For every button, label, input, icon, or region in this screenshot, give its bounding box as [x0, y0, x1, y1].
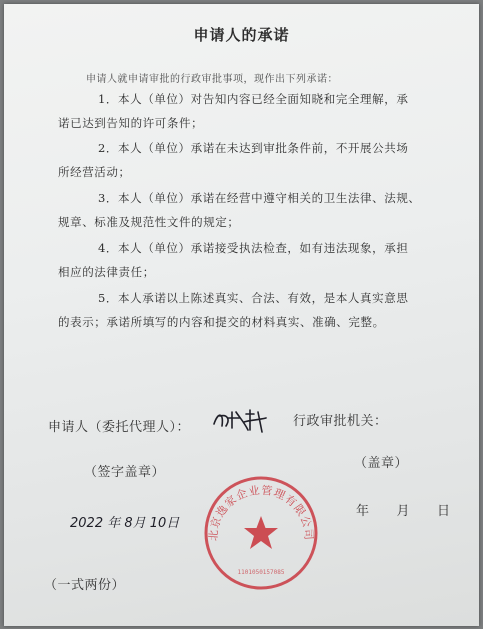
page-title: 申请人的承诺	[193, 26, 290, 44]
commitment-item-5-line2: 的表示；承诺所填写的内容和提交的材料真实、准确、完整。	[58, 315, 385, 329]
copies-note: （一式两份）	[44, 578, 126, 593]
commitment-item-3-line2: 规章、标准及规范性文件的规定；	[58, 215, 240, 229]
document-page	[4, 4, 479, 626]
commitment-item-2-line1: 2．本人（单位）承诺在未达到审批条件前，不开展公共场	[98, 141, 409, 155]
commitment-item-3-line1: 3．本人（单位）承诺在经营中遵守相关的卫生法律、法规、	[98, 191, 421, 205]
handwritten-date: 2022 年 8月 10日	[70, 516, 180, 531]
commitment-item-2-line2: 所经营活动；	[58, 165, 131, 179]
applicant-label: 申请人（委托代理人）：	[48, 420, 191, 435]
seal-company-name: 北京逸家企业管理有限公司	[206, 483, 316, 542]
authority-seal-note: （盖章）	[354, 456, 409, 471]
commitment-item-1-line2: 诺已达到告知的许可条件；	[58, 116, 204, 130]
handwritten-signature	[210, 406, 274, 434]
commitment-item-4-line2: 相应的法律责任；	[58, 265, 155, 279]
seal-code: 1101050157085	[237, 569, 285, 576]
commitment-item-1-line1: 1．本人（单位）对告知内容已经全面知晓和完全理解，承	[98, 92, 409, 106]
applicant-sign-note: （签字盖章）	[84, 465, 166, 480]
authority-label: 行政审批机关：	[293, 414, 388, 429]
seal-star-icon	[244, 516, 278, 549]
company-seal	[202, 474, 320, 592]
authority-date: 年 月 日	[356, 504, 451, 519]
commitment-item-4-line1: 4．本人（单位）承诺接受执法检查，如有违法现象，承担	[98, 241, 409, 255]
intro-text: 申请人就申请审批的行政审批事项，现作出下列承诺：	[86, 74, 338, 85]
commitment-item-5-line1: 5．本人承诺以上陈述真实、合法、有效，是本人真实意思	[98, 291, 409, 305]
